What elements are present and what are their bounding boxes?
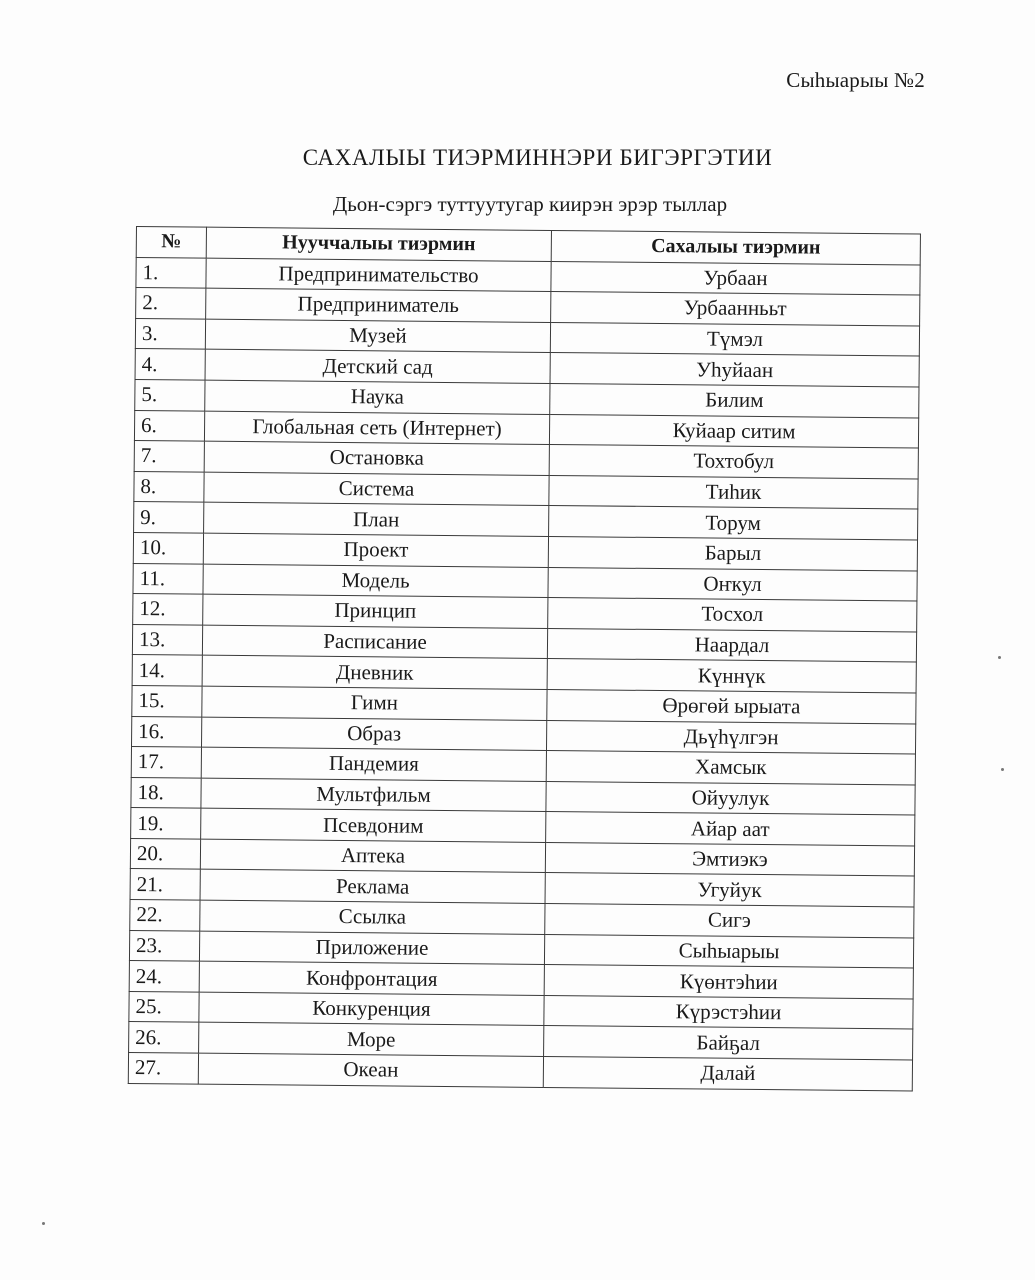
terms-table-wrapper — [128, 226, 920, 1091]
sakha-term: Билим — [550, 383, 919, 417]
table-row — [128, 1052, 912, 1090]
row-number: 20. — [130, 838, 200, 869]
russian-term: План — [204, 503, 549, 537]
header-number: № — [136, 227, 206, 258]
russian-term: Конфронтация — [199, 961, 544, 995]
russian-term: Детский сад — [205, 350, 550, 384]
sakha-term: Тиһик — [549, 475, 918, 509]
row-number: 25. — [129, 991, 199, 1022]
sakha-term: Оҥкул — [548, 567, 917, 601]
russian-term: Расписание — [202, 625, 547, 659]
header-russian-term: Нууччалыы тиэрмин — [206, 227, 551, 261]
row-number: 23. — [129, 930, 199, 961]
terms-table-body — [128, 257, 920, 1091]
row-number: 13. — [132, 624, 202, 655]
sakha-term: Торум — [549, 506, 918, 540]
sakha-term: Тохтобул — [549, 445, 918, 479]
scan-speck — [42, 1222, 45, 1225]
russian-term: Образ — [201, 717, 546, 751]
russian-term: Реклама — [200, 870, 545, 904]
row-number: 1. — [136, 257, 206, 288]
scan-speck — [998, 656, 1001, 659]
sakha-term: Күннүк — [547, 659, 916, 693]
russian-term: Глобальная сеть (Интернет) — [204, 411, 549, 445]
russian-term: Предпринимательство — [206, 258, 551, 292]
row-number: 8. — [134, 471, 204, 502]
row-number: 22. — [130, 900, 200, 931]
row-number: 7. — [134, 441, 204, 472]
row-number: 17. — [131, 747, 201, 778]
sakha-term: Өрөгөй ырыата — [547, 689, 916, 723]
document-title: САХАЛЫЫ ТИЭРМИННЭРИ БИГЭРГЭТИИ — [302, 145, 773, 170]
russian-term: Предприниматель — [206, 288, 551, 322]
row-number: 21. — [130, 869, 200, 900]
russian-term: Музей — [205, 319, 550, 353]
sakha-term: Куйаар ситим — [549, 414, 918, 448]
sakha-term: Эмтиэкэ — [545, 842, 914, 876]
sakha-term: Урбаан — [551, 261, 920, 295]
sakha-term: Урбааннььт — [551, 292, 920, 326]
sakha-term: Дьүһүлгэн — [546, 720, 915, 754]
row-number: 15. — [132, 685, 202, 716]
row-number: 2. — [136, 288, 206, 319]
russian-term: Мультфильм — [201, 778, 546, 812]
russian-term: Океан — [198, 1053, 543, 1087]
row-number: 16. — [132, 716, 202, 747]
russian-term: Дневник — [202, 655, 547, 689]
row-number: 18. — [131, 777, 201, 808]
sakha-term: Уһуйаан — [550, 353, 919, 387]
russian-term: Остановка — [204, 441, 549, 475]
terms-table — [128, 226, 921, 1091]
row-number: 27. — [128, 1052, 198, 1083]
row-number: 12. — [133, 594, 203, 625]
row-number: 9. — [134, 502, 204, 533]
russian-term: Аптека — [200, 839, 545, 873]
sakha-term: Ойуулук — [546, 781, 915, 815]
document-subtitle: Дьон-сэргэ туттуутугар киирэн эрэр тыллар — [332, 192, 728, 216]
sakha-term: Күрэстэһии — [544, 995, 913, 1029]
russian-term: Конкуренция — [199, 992, 544, 1026]
russian-term: Приложение — [199, 931, 544, 965]
russian-term: Модель — [203, 564, 548, 598]
row-number: 10. — [133, 532, 203, 563]
russian-term: Ссылка — [200, 900, 545, 934]
sakha-term: Тосхол — [548, 598, 917, 632]
sakha-term: Барыл — [548, 536, 917, 570]
russian-term: Гимн — [202, 686, 547, 720]
row-number: 11. — [133, 563, 203, 594]
russian-term: Система — [204, 472, 549, 506]
sakha-term: Угуйук — [545, 873, 914, 907]
sakha-term: Сигэ — [545, 904, 914, 938]
russian-term: Пандемия — [201, 747, 546, 781]
row-number: 5. — [135, 379, 205, 410]
russian-term: Наука — [205, 380, 550, 414]
russian-term: Принцип — [203, 594, 548, 628]
row-number: 14. — [132, 655, 202, 686]
row-number: 26. — [129, 1022, 199, 1053]
sakha-term: Байҕал — [544, 1026, 913, 1060]
row-number: 19. — [131, 808, 201, 839]
appendix-label: Сыһыарыы №2 — [786, 68, 925, 92]
sakha-term: Далай — [543, 1056, 912, 1090]
row-number: 6. — [134, 410, 204, 441]
row-number: 3. — [135, 318, 205, 349]
scan-speck — [1001, 768, 1004, 771]
header-sakha-term: Сахалыы тиэрмин — [551, 230, 920, 264]
russian-term: Проект — [203, 533, 548, 567]
sakha-term: Күөнтэһии — [544, 965, 913, 999]
sakha-term: Наардал — [547, 628, 916, 662]
sakha-term: Айар аат — [546, 812, 915, 846]
russian-term: Псевдоним — [201, 808, 546, 842]
sakha-term: Хамсык — [546, 751, 915, 785]
russian-term: Море — [199, 1023, 544, 1057]
row-number: 4. — [135, 349, 205, 380]
sakha-term: Сыһыарыы — [544, 934, 913, 968]
row-number: 24. — [129, 961, 199, 992]
sakha-term: Түмэл — [550, 322, 919, 356]
